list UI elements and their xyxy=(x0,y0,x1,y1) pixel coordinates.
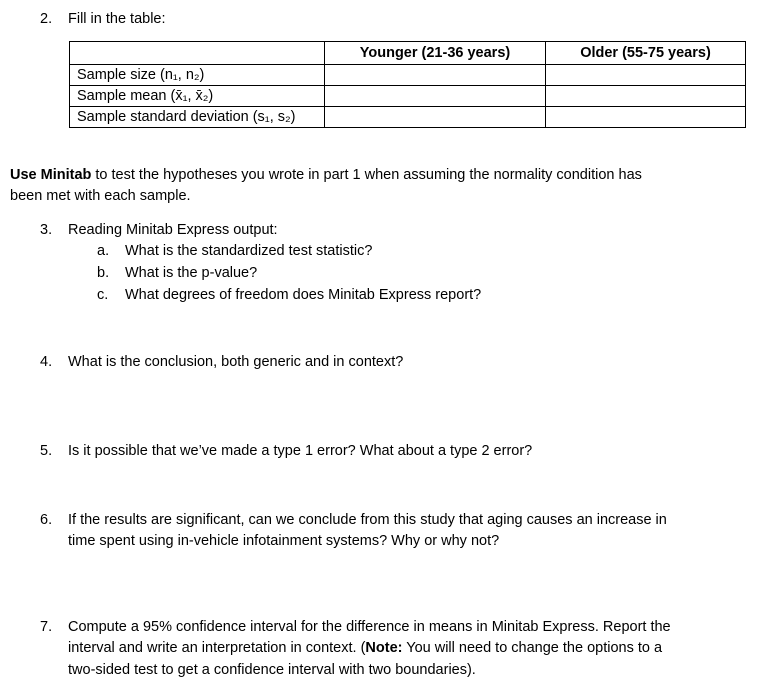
q6-number: 6. xyxy=(40,512,53,528)
q3b-text: What is the p-value? xyxy=(125,265,258,281)
q7-line-2-post: You will need to change the options to a xyxy=(402,640,663,656)
table-header-blank xyxy=(70,42,325,65)
table-header-older: Older (55-75 years) xyxy=(546,42,746,65)
row-label-sample-sd: Sample standard deviation (s₁, s₂) xyxy=(70,107,325,128)
q5-number: 5. xyxy=(40,443,53,459)
q7-line-1: Compute a 95% confidence interval for the difference in means in Minitab Express. Report the xyxy=(68,619,671,635)
q7-line-2-pre: interval and write an interpretation in context. ( xyxy=(68,640,366,656)
cell-younger-sample-sd[interactable] xyxy=(325,107,546,128)
q7-line-3: two-sided test to get a confidence interval with two boundaries). xyxy=(68,662,476,678)
table-header-younger: Younger (21-36 years) xyxy=(325,42,546,65)
cell-younger-sample-mean[interactable] xyxy=(325,86,546,107)
q5-text: Is it possible that we’ve made a type 1 error? What about a type 2 error? xyxy=(68,443,533,459)
q3c-letter: c. xyxy=(97,287,109,303)
intro-rest: to test the hypotheses you wrote in part 1 when assuming the normality condition has xyxy=(91,167,642,183)
q2-text: Fill in the table: xyxy=(68,11,166,27)
q3a-text: What is the standardized test statistic? xyxy=(125,243,373,259)
q3-number: 3. xyxy=(40,222,53,238)
table-row xyxy=(70,65,746,86)
table-row xyxy=(70,107,746,128)
q6-line-1: If the results are significant, can we conclude from this study that aging causes an increase in xyxy=(68,512,667,528)
row-label-sample-size: Sample size (n₁, n₂) xyxy=(70,65,325,86)
table-row xyxy=(70,86,746,107)
q3-text: Reading Minitab Express output: xyxy=(68,222,278,238)
q4-number: 4. xyxy=(40,354,53,370)
cell-older-sample-mean[interactable] xyxy=(546,86,746,107)
table-header-row xyxy=(70,42,746,65)
cell-younger-sample-size[interactable] xyxy=(325,65,546,86)
intro-bold: Use Minitab xyxy=(10,167,92,183)
intro-line-1 xyxy=(10,165,642,185)
q3c-text: What degrees of freedom does Minitab Express report? xyxy=(125,287,482,303)
q7-line-2 xyxy=(68,638,662,658)
cell-older-sample-size[interactable] xyxy=(546,65,746,86)
fill-in-table xyxy=(69,41,746,128)
q7-number: 7. xyxy=(40,619,53,635)
q2-number: 2. xyxy=(40,11,53,27)
intro-line-2: been met with each sample. xyxy=(10,188,191,204)
q6-line-2: time spent using in-vehicle infotainment systems? Why or why not? xyxy=(68,533,500,549)
cell-older-sample-sd[interactable] xyxy=(546,107,746,128)
q7-note-label: Note: xyxy=(365,640,403,656)
q3b-letter: b. xyxy=(97,265,110,281)
row-label-sample-mean: Sample mean (x̄₁, x̄₂) xyxy=(70,86,325,107)
q4-text: What is the conclusion, both generic and in context? xyxy=(68,354,404,370)
q3a-letter: a. xyxy=(97,243,110,259)
